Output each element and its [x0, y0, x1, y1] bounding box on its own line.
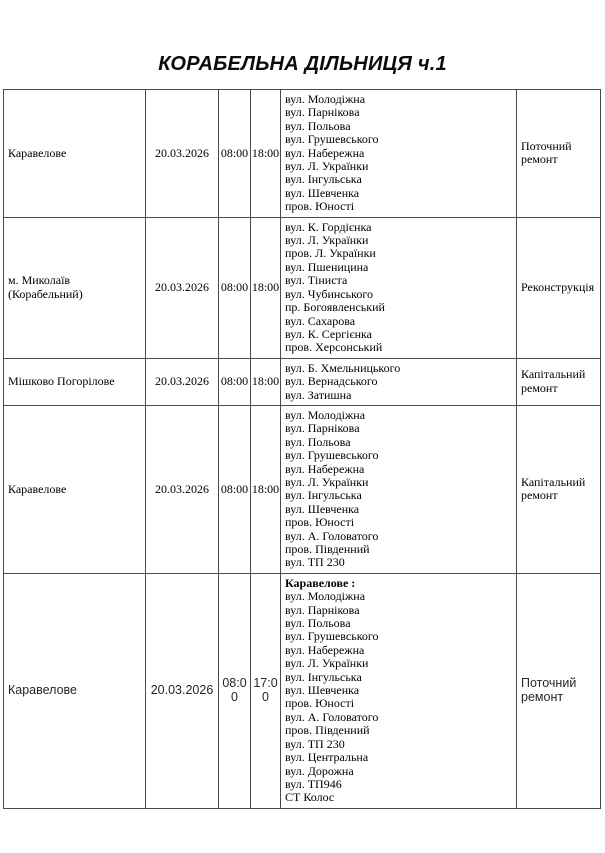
end-time-cell: 17:00: [251, 573, 281, 808]
end-time-cell: 18:00: [251, 405, 281, 573]
start-time-cell: 08:00: [219, 405, 251, 573]
page-title: КОРАБЕЛЬНА ДІЛЬНИЦЯ ч.1: [158, 53, 447, 75]
work-type-cell: Реконструкція: [517, 217, 601, 358]
street-line: пров. Південний: [285, 542, 370, 556]
end-time-cell: 18:00: [251, 217, 281, 358]
street-line: вул. Парнікова: [285, 421, 360, 436]
streets-cell: [281, 90, 517, 218]
street-line: вул. ТП946: [285, 776, 342, 791]
schedule-row: [4, 217, 601, 358]
streets-cell: [281, 573, 517, 808]
street-line: вул. Польова: [285, 118, 351, 133]
street-line: пров. Юності: [285, 696, 355, 711]
street-line: пров. Л. Українки: [285, 246, 376, 261]
schedule-row: [4, 405, 601, 573]
street-line: вул. Шевченка: [285, 683, 360, 698]
street-line: пров. Юності: [285, 515, 355, 530]
document-page: [0, 53, 605, 809]
start-time-cell: 08:00: [219, 573, 251, 808]
street-line: СТ Колос: [285, 790, 335, 805]
street-line: вул. Парнікова: [285, 602, 360, 617]
start-time-cell: 08:00: [219, 90, 251, 218]
street-line: вул. Набережна: [285, 145, 365, 160]
street-line: вул. Затишна: [285, 387, 352, 402]
start-time-cell: 08:00: [219, 217, 251, 358]
street-line: вул. ТП 230: [285, 736, 345, 751]
street-line: вул. Інгульська: [285, 488, 362, 503]
date-cell: 20.03.2026: [146, 217, 219, 358]
work-type-cell: Капітальний ремонт: [517, 358, 601, 405]
street-line: вул. Чубинського: [285, 286, 373, 301]
start-time-cell: 08:00: [219, 358, 251, 405]
date-cell: 20.03.2026: [146, 90, 219, 218]
street-line: вул. Л. Українки: [285, 474, 369, 489]
street-line: вул. Польова: [285, 434, 351, 449]
street-line: вул. А. Головатого: [285, 528, 379, 543]
date-cell: 20.03.2026: [146, 573, 219, 808]
street-line: пров. Південний: [285, 723, 370, 738]
location-cell: Каравелове: [4, 573, 146, 808]
date-cell: 20.03.2026: [146, 358, 219, 405]
street-line: вул. А. Головатого: [285, 709, 379, 724]
work-type-cell: Поточний ремонт: [517, 90, 601, 218]
street-line: вул. Шевченка: [285, 501, 360, 516]
street-line: вул. Інгульська: [285, 172, 362, 187]
schedule-row: [4, 358, 601, 405]
street-line: вул. Сахарова: [285, 313, 356, 328]
location-cell: Каравелове: [4, 405, 146, 573]
schedule-row: [4, 90, 601, 218]
street-line: пров. Херсонський: [285, 340, 383, 355]
street-line: вул. Шевченка: [285, 185, 360, 200]
end-time-cell: 18:00: [251, 358, 281, 405]
street-line: вул. Інгульська: [285, 669, 362, 684]
location-cell: м. Миколаїв (Корабельний): [4, 217, 146, 358]
street-line: вул. Пшеницина: [285, 259, 369, 274]
street-line: пр. Богоявленський: [285, 300, 385, 315]
streets-cell: [281, 217, 517, 358]
street-line: вул. К. Сергієнка: [285, 326, 372, 341]
date-cell: 20.03.2026: [146, 405, 219, 573]
street-line: вул. Грушевського: [285, 448, 379, 463]
street-line: вул. Тіниста: [285, 273, 348, 288]
street-line: вул. Грушевського: [285, 132, 379, 147]
work-type-cell: Капітальний ремонт: [517, 405, 601, 573]
street-line: вул. Молодіжна: [285, 92, 366, 106]
street-line: вул. Набережна: [285, 642, 365, 657]
street-line: вул. Польова: [285, 616, 351, 631]
streets-cell: [281, 405, 517, 573]
street-line: вул. Молодіжна: [285, 407, 366, 422]
street-line: вул. Грушевського: [285, 629, 379, 644]
work-type-cell: Поточний ремонт: [517, 573, 601, 808]
streets-group-header: Каравелове :: [285, 575, 356, 590]
street-line: вул. Б. Хмельницького: [285, 360, 401, 375]
outage-schedule-table: [3, 89, 601, 809]
street-line: вул. ТП 230: [285, 555, 345, 570]
street-line: вул. К. Гордієнка: [285, 219, 372, 234]
street-line: вул. Набережна: [285, 461, 365, 476]
schedule-table-body: [4, 90, 601, 809]
location-cell: Мішково Погорілове: [4, 358, 146, 405]
street-line: вул. Л. Українки: [285, 233, 369, 248]
street-line: вул. Л. Українки: [285, 656, 369, 671]
schedule-row: [4, 573, 601, 808]
street-line: вул. Центральна: [285, 750, 369, 765]
street-line: вул. Вернадського: [285, 374, 378, 389]
street-line: вул. Парнікова: [285, 105, 360, 120]
streets-cell: [281, 358, 517, 405]
street-line: вул. Дорожна: [285, 763, 354, 778]
street-line: вул. Л. Українки: [285, 159, 369, 174]
end-time-cell: 18:00: [251, 90, 281, 218]
street-line: вул. Молодіжна: [285, 589, 366, 604]
location-cell: Каравелове: [4, 90, 146, 218]
street-line: пров. Юності: [285, 199, 355, 214]
